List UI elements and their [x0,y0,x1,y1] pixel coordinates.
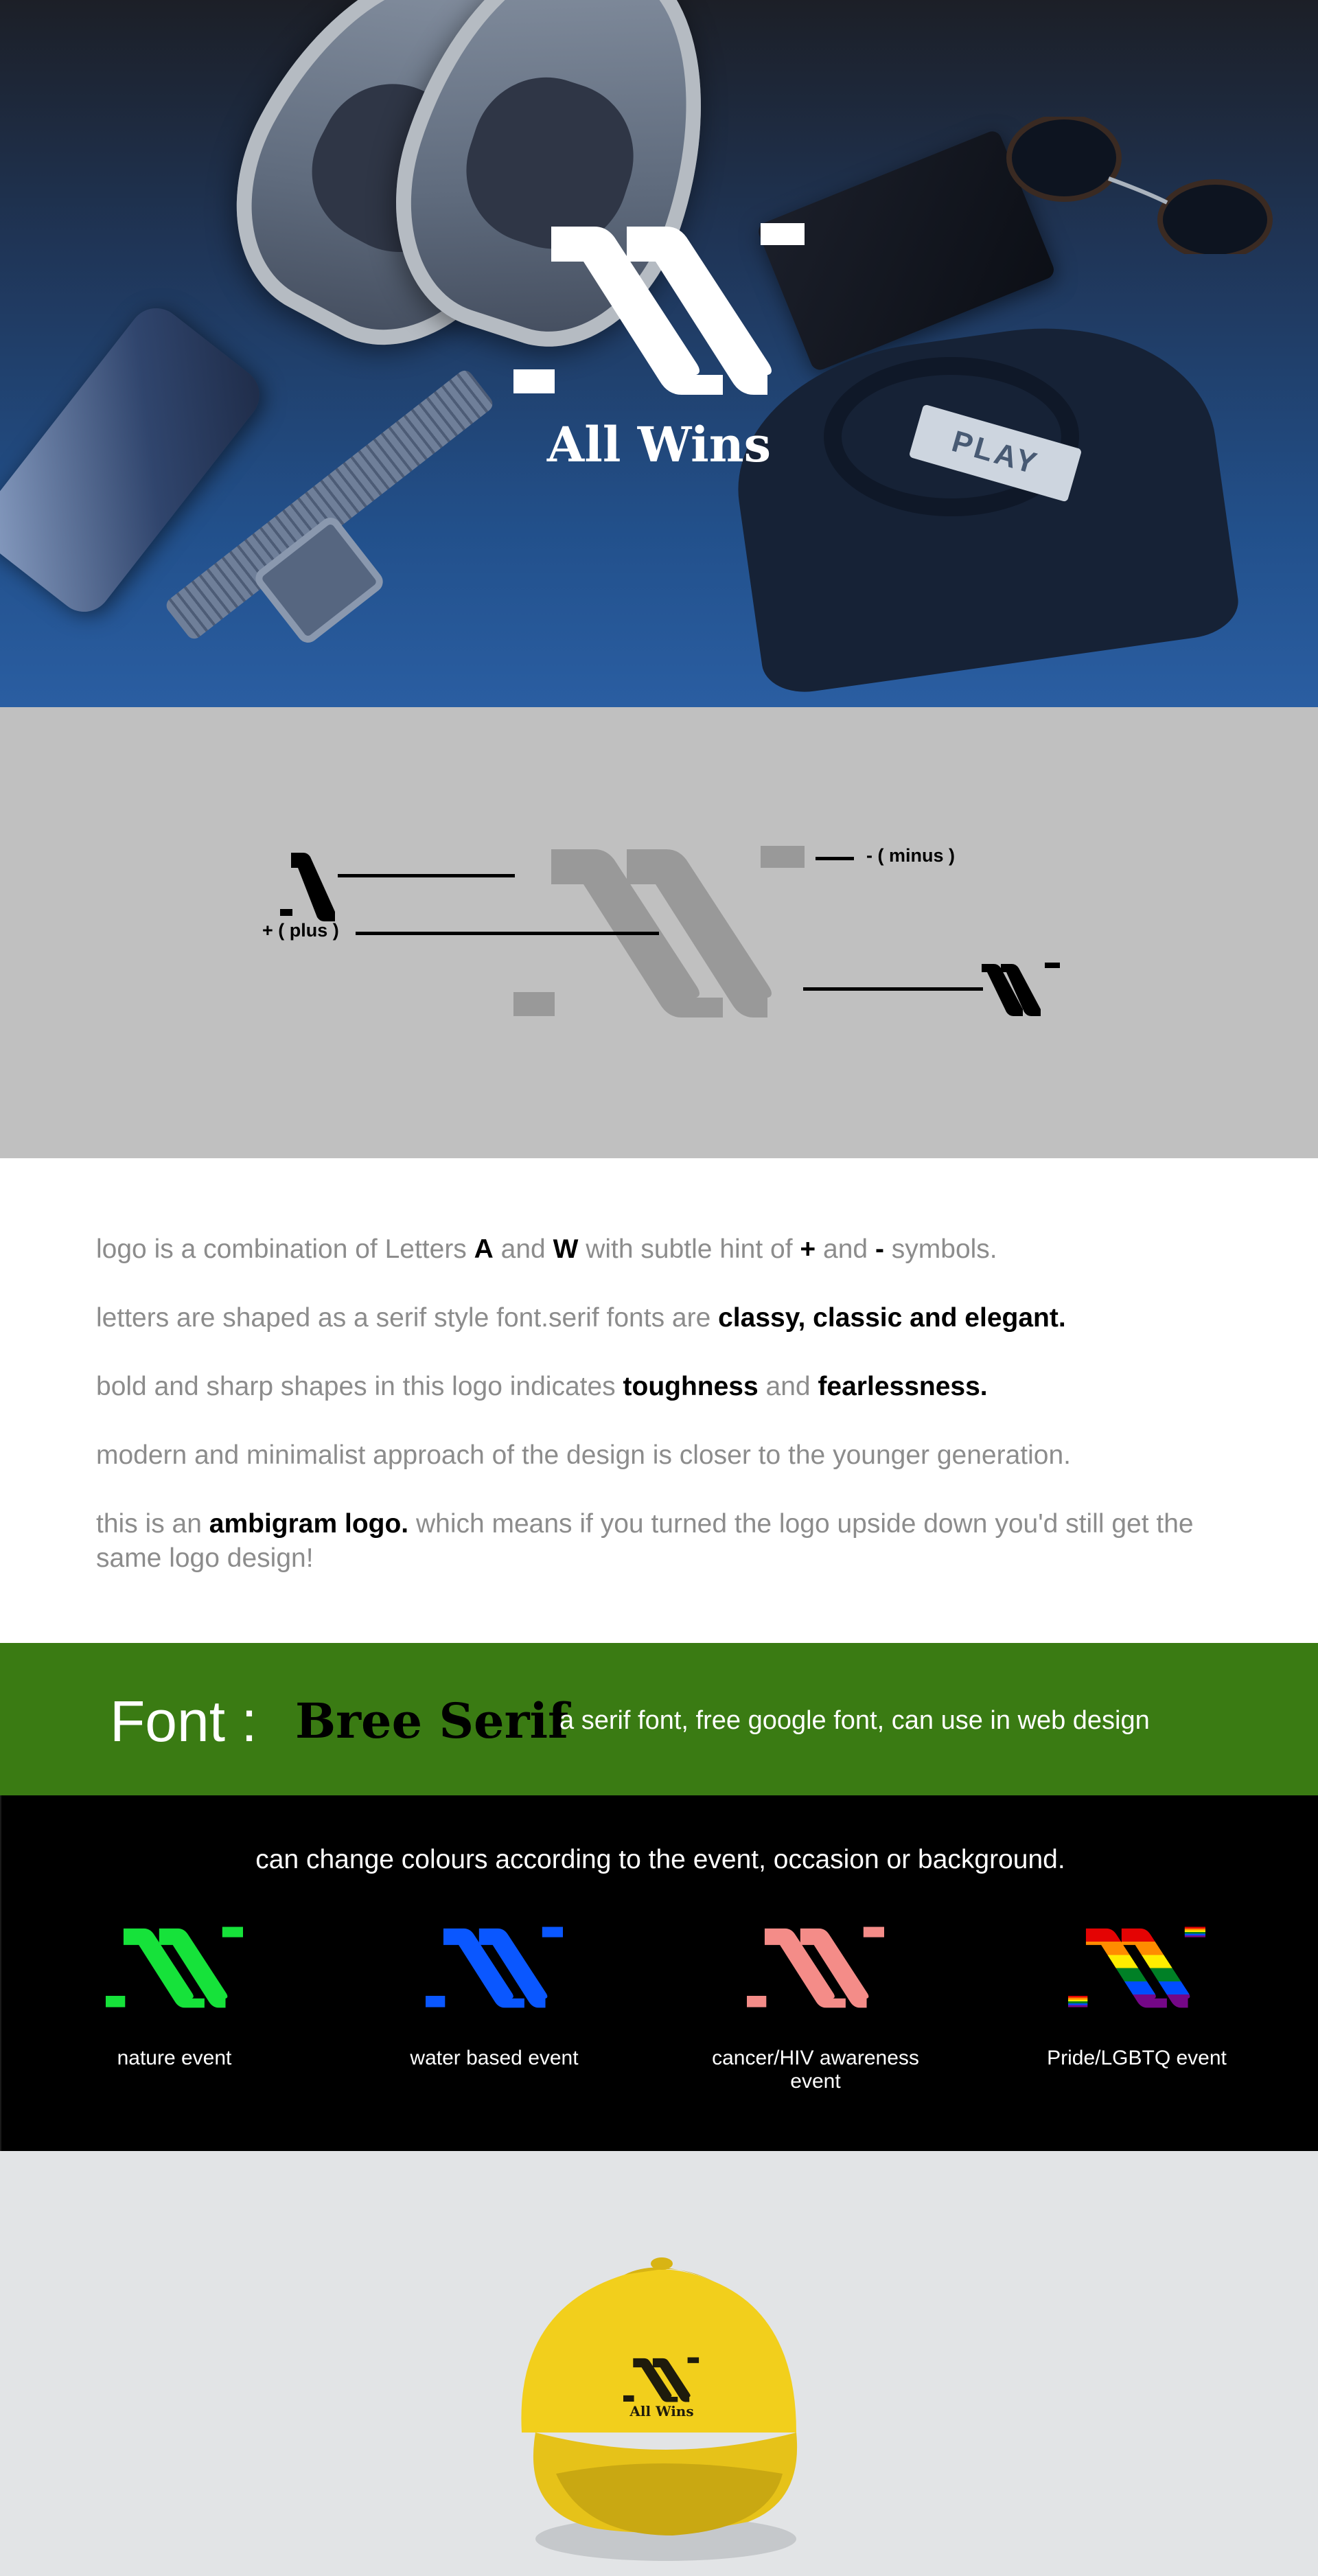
logo-green [106,1920,243,2014]
font-section [0,1643,1318,1795]
description-section [0,1158,1318,1643]
description-paragraph-2: letters are shaped as a serif style font.serif fonts are classy, classic and elegant. [96,1303,1066,1333]
colour-variants-section [0,1795,1318,2151]
variant-awareness [692,1920,939,2093]
w-detail-icon [980,961,1061,1017]
logo-rainbow [1068,1920,1205,2014]
description-paragraph-3: bold and sharp shapes in this logo indicates toughness and fearlessness. [96,1372,988,1401]
cap-text: All Wins [629,2403,694,2419]
description-paragraph-1: logo is a combination of Letters A and W with subtle hint of + and - symbols. [96,1234,997,1264]
cap-mockup [508,2227,810,2570]
hero-section [0,0,1318,707]
variant-label: Pride/LGBTQ event [1047,2047,1227,2069]
description-paragraph-4: modern and minimalist approach of the design is closer to the younger generation. [96,1440,1071,1470]
variant-label: water based event [410,2047,579,2069]
variant-pride [1013,1920,1260,2070]
colour-variants-title: can change colours according to the event, occasion or background. [255,1845,1065,1874]
logo-pink [747,1920,884,2014]
logo-blue [426,1920,563,2014]
plus-label: + ( plus ) [262,920,339,941]
logo-construction-section [0,707,1318,1158]
all-wins-logo [513,222,805,395]
font-description: a serif font, free google font, can use in web design [559,1706,1150,1735]
font-name: Bree Serif [295,1692,569,1749]
minus-label: - ( minus ) [866,845,955,866]
brand-name: All Wins [546,416,772,473]
variant-label: nature event [117,2047,232,2069]
pointer-line-plus [356,932,659,935]
plus-detail-icon [280,850,339,921]
description-paragraph-5: this is an ambigram logo. which means if you turned the logo upside down you'd still get the same logo design! [96,1509,1194,1573]
variant-label: cancer/HIV awareness event [712,2047,919,2093]
cap-mockup-section [0,2151,1318,2576]
shirt-tag: PLAY [909,404,1083,502]
variant-nature [51,1920,298,2070]
logo-gray [513,844,805,1017]
variant-water [371,1920,618,2070]
pointer-line-w [803,987,983,991]
pointer-line-minus [816,857,854,860]
font-label: Font : [110,1689,257,1753]
sunglasses [988,117,1304,254]
pointer-line-plus-top [338,874,515,877]
